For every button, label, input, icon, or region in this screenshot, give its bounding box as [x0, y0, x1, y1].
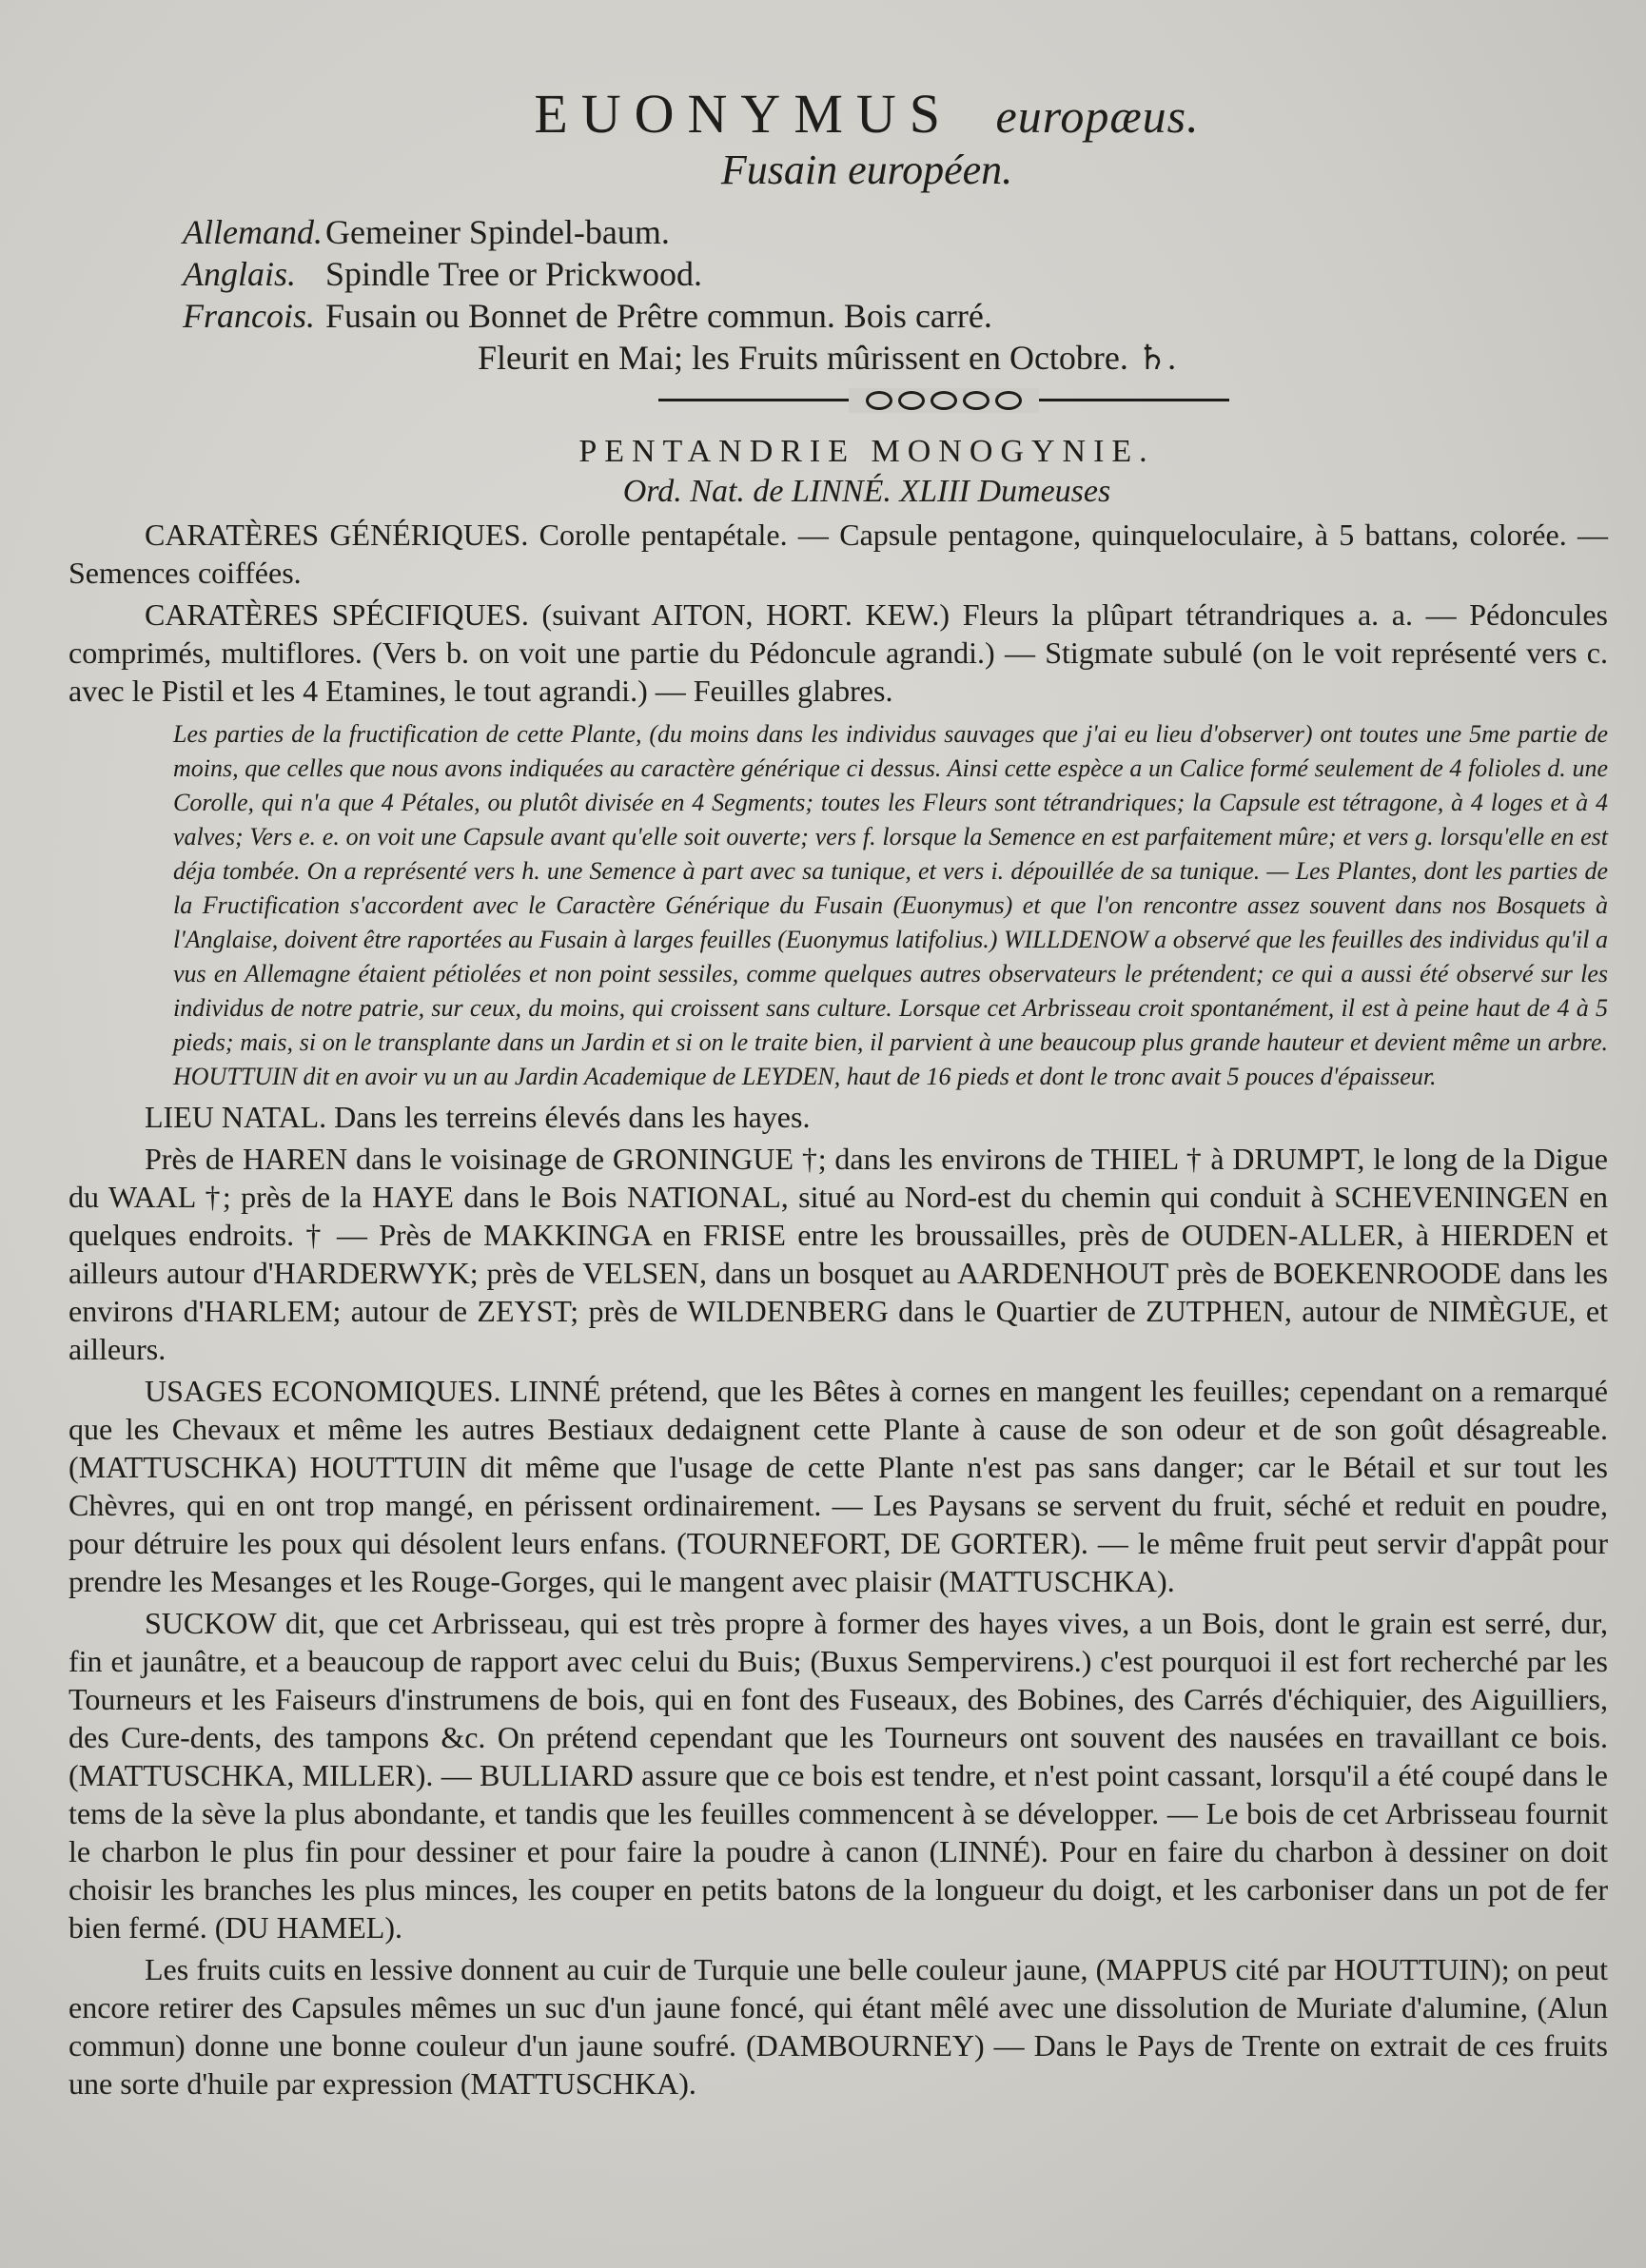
- title-block: [69, 82, 1608, 194]
- page-title: [126, 82, 1608, 146]
- language-label: Francois.: [183, 297, 315, 335]
- genus-name: EUONYMUS: [534, 83, 954, 145]
- wood-uses: SUCKOW dit, que cet Arbrisseau, qui est très propre à former des hayes vives, a un Bois, dont le grain est serré, dur, fin et jaunâtre, et a beaucoup de rapport avec celui du Buis; (Buxus Sempervirens.) c'est pourquoi il est fort recherché par les Tourneurs et les Faiseurs d'instrumens de bois, qui en font des Fuseaux, des Bobines, des Carrés d'échiquier, des Aiguilliers, des Cure-dents, des tampons &c. On prétend cependant que les Tourneurs ont souvent des nausées en travaillant ce bois. (MATTUSCHKA, MILLER). — BULLIARD assure que ce bois est tendre, et n'est point cassant, lorsqu'il a été coupé dans le tems de la sève la plus abondante, et tandis que les feuilles commencent à se développer. — Le bois de cet Arbrisseau fournit le charbon le plus fin pour dessiner et pour faire la poudre à canon (LINNÉ). Pour en faire du charbon à dessiner on doit choisir les branches les plus minces, les couper en petits batons de la longueur du doigt, et les carboniser dans un pot de fer bien fermé. (DU HAMEL).: [69, 1606, 1608, 1945]
- french-name: Fusain européen.: [720, 147, 1013, 193]
- generic-characters: CARATÈRES GÉNÉRIQUES. Corolle pentapétale. — Capsule pentagone, quinqueloculaire, à 5 battans, colorée. — Semences coiffées.: [69, 518, 1608, 590]
- linnaean-class: PENTANDRIE MONOGYNIE.: [578, 434, 1155, 469]
- common-name-row: [183, 295, 1608, 337]
- common-names: [183, 211, 1608, 379]
- fruit-uses: Les fruits cuits en lessive donnent au cuir de Turquie une belle couleur jaune, (MAPPUS cité par HOUTTUIN); on peut encore retirer des Capsules mêmes un suc d'un jaune foncé, qui étant mêlé avec une dissolution de Muriate d'alumine, (Alun commun) donne une bonne couleur d'un jaune soufré. (DAMBOURNEY) — Dans le Pays de Trente on extrait de ces fruits une sorte d'huile par expression (MATTUSCHKA).: [69, 1952, 1608, 2101]
- flowering-info: Fleurit en Mai; les Fruits mûrissent en Octobre. ♄.: [478, 339, 1177, 377]
- divider-ornament: [849, 388, 1039, 413]
- natural-order: Ord. Nat. de LINNÉ. XLIII Dumeuses: [622, 474, 1111, 509]
- ornamental-divider: [658, 388, 1229, 413]
- language-label: Anglais.: [183, 255, 297, 293]
- economic-uses: USAGES ECONOMIQUES. LINNÉ prétend, que les Bêtes à cornes en mangent les feuilles; cependant on a remarqué que les Chevaux et même les autres Bestiaux dedaignent cette Plante à cause de son odeur et de son goût désagreable. (MATTUSCHKA) HOUTTUIN dit même que l'usage de cette Plante n'est pas sans danger; car le Bétail et sur tout les Chèvres, qui en ont trop mangé, en périssent ordinairement. — Les Paysans se servent du fruit, séché et reduit en poudre, pour détruire les poux qui désolent leurs enfans. (TOURNEFORT, DE GORTER). — le même fruit peut servir d'appât pour prendre les Mesanges et les Rouge-Gorges, qui le mangent avec plaisir (MATTUSCHKA).: [69, 1374, 1608, 1598]
- species-name: europæus.: [995, 89, 1200, 143]
- habitat-locations: Près de HAREN dans le voisinage de GRONINGUE †; dans les environs de THIEL † à DRUMPT, le long de la Digue du WAAL †; près de la HAYE dans le Bois NATIONAL, situé au Nord-est du chemin qui conduit à SCHEVENINGEN en quelques endroits. † — Près de MAKKINGA en FRISE entre les broussailles, près de OUDEN-ALLER, à HIERDEN et ailleurs autour d'HARDERWYK; près de VELSEN, dans un bosquet au AARDENHOUT près de BOEKENROODE dans les environs d'HARLEM; autour de ZEYST; près de WILDENBERG dans le Quartier de ZUTPHEN, autour de NIMÈGUE, et ailleurs.: [69, 1142, 1608, 1366]
- common-name: Fusain ou Bonnet de Prêtre commun. Bois carré.: [325, 297, 992, 335]
- common-name: Gemeiner Spindel-baum.: [325, 213, 670, 251]
- language-label: Allemand.: [183, 213, 323, 251]
- habitat-title: LIEU NATAL. Dans les terreins élevés dans les hayes.: [145, 1100, 811, 1134]
- common-name-row: [183, 253, 1608, 295]
- fructification-note: Les parties de la fructification de cette Plante, (du moins dans les individus sauvages que j'ai eu lieu d'observer) ont toutes une 5me partie de moins, que celles que nous avons indiquées au caractère générique ci dessus. Ainsi cette espèce a un Calice formé seulement de 4 folioles d. une Corolle, qui n'a que 4 Pétales, ou plutôt divisée en 4 Segments; toutes les Fleurs sont tétrandriques; la Capsule est tétragone, à 4 loges et à 4 valves; Vers e. e. on voit une Capsule avant qu'elle soit ouverte; vers f. lorsque la Semence en est parfaitement mûre; et vers g. lorsqu'elle en est déja tombée. On a représenté vers h. une Semence à part avec sa tunique, et vers i. dépouillée de sa tunique. — Les Plantes, dont les parties de la Fructification s'accordent avec le Caractère Générique du Fusain (Euonymus) et que l'on rencontre assez souvent dans nos Bosquets à l'Anglaise, doivent être raportées au Fusain à larges feuilles (Euonymus latifolius.) WILLDENOW a observé que les feuilles des individus qu'il a vus en Allemagne étaient pétiolées et non point sessiles, comme quelques autres observateurs le prétendent; ce qui a aussi été observé sur les individus de notre patrie, sur ceux, du moins, qui croissent sans culture. Lorsque cet Arbrisseau croit spontanément, il est à peine haut de 4 à 5 pieds; mais, si on le transplante dans un Jardin et si on le traite bien, il parvient à une beaucoup plus grande hauteur et devient même un arbre. HOUTTUIN dit en avoir vu un au Jardin Academique de LEYDEN, haut de 16 pieds et dont le tronc avait 5 pouces d'épaisseur.: [173, 720, 1608, 1090]
- specific-characters: CARATÈRES SPÉCIFIQUES. (suivant AITON, HORT. KEW.) Fleurs la plûpart tétrandriques a. a. — Pédoncules comprimés, multiflores. (Vers b. on voit une partie du Pédoncule agrandi.) — Stigmate subulé (on le voit représenté vers c. avec le Pistil et les 4 Etamines, le tout agrandi.) — Feuilles glabres.: [69, 597, 1608, 708]
- common-name-row: [183, 211, 1608, 253]
- common-name: Spindle Tree or Prickwood.: [325, 255, 702, 293]
